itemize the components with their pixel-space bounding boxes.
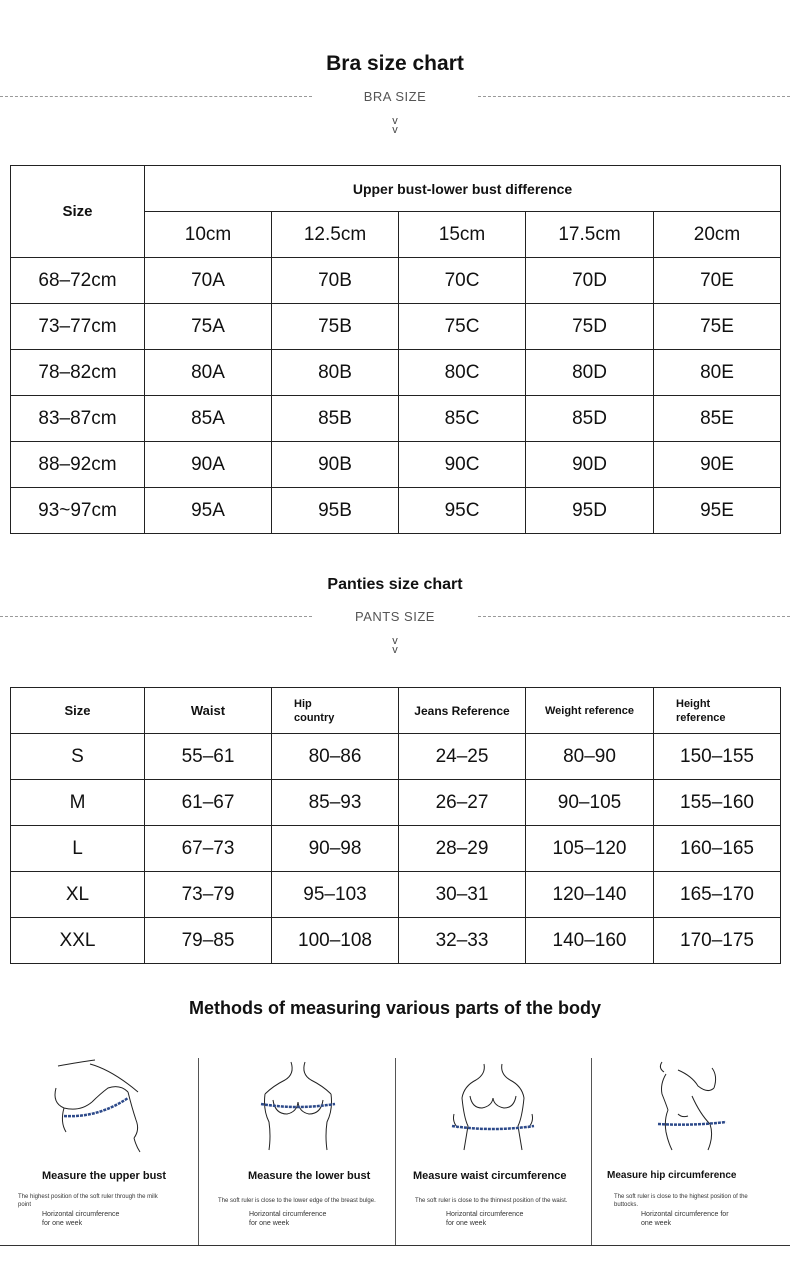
- measurement-methods: [0, 1058, 790, 1246]
- cup-size-cell: 80A: [145, 350, 272, 396]
- methods-title: Methods of measuring various parts of the body: [188, 998, 602, 1018]
- table-row: [11, 442, 781, 488]
- difference-column-header: 20cm: [654, 212, 781, 258]
- cup-size-cell: 70B: [272, 258, 399, 304]
- band-size-cell: 88–92cm: [11, 442, 145, 488]
- cup-size-cell: 90C: [399, 442, 526, 488]
- cup-size-cell: 95A: [145, 488, 272, 534]
- method-description-line2: buttocks.: [614, 1202, 639, 1208]
- hip-cell: 90–98: [272, 826, 399, 872]
- chevron-down-icon: v v: [392, 115, 398, 136]
- hip-cell: 80–86: [272, 734, 399, 780]
- size-cell: S: [11, 734, 145, 780]
- size-cell: L: [11, 826, 145, 872]
- method-note: [42, 1210, 162, 1228]
- size-header: Size: [11, 688, 145, 734]
- cup-size-cell: 95E: [654, 488, 781, 534]
- size-cell: M: [11, 780, 145, 826]
- table-row: [11, 872, 781, 918]
- method-label: Measure the upper bust: [42, 1170, 167, 1182]
- difference-header: Upper bust-lower bust difference: [145, 166, 781, 212]
- pants-size-subtitle: PANTS SIZE: [355, 609, 435, 624]
- band-size-cell: 73–77cm: [11, 304, 145, 350]
- method-description-line2: point: [18, 1202, 32, 1208]
- cup-size-cell: 80C: [399, 350, 526, 396]
- cup-size-cell: 90E: [654, 442, 781, 488]
- method-lower-bust: [199, 1058, 395, 1246]
- cup-size-cell: 75A: [145, 304, 272, 350]
- cup-size-cell: 80B: [272, 350, 399, 396]
- cup-size-cell: 90B: [272, 442, 399, 488]
- difference-column-header: 17.5cm: [526, 212, 654, 258]
- method-note-line2: for one week: [42, 1220, 83, 1227]
- table-row: [11, 396, 781, 442]
- method-description: The soft ruler is close to the thinnest position of the waist.: [415, 1198, 568, 1204]
- weight-cell: 80–90: [526, 734, 654, 780]
- method-note: [641, 1210, 761, 1228]
- weight-cell: 105–120: [526, 826, 654, 872]
- band-size-cell: 78–82cm: [11, 350, 145, 396]
- panties-size-chart-title: Panties size chart: [327, 576, 463, 593]
- cup-size-cell: 80D: [526, 350, 654, 396]
- table-row: [11, 826, 781, 872]
- cup-size-cell: 75C: [399, 304, 526, 350]
- cup-size-cell: 85E: [654, 396, 781, 442]
- table-row: [11, 304, 781, 350]
- band-size-cell: 83–87cm: [11, 396, 145, 442]
- difference-column-header: 12.5cm: [272, 212, 399, 258]
- method-description: The highest position of the soft ruler through the milk: [18, 1194, 158, 1200]
- waist-header: Waist: [145, 688, 272, 734]
- waist-figure-icon: [448, 1062, 538, 1152]
- method-upper-bust: [0, 1058, 198, 1246]
- panties-size-table: [10, 687, 781, 964]
- waist-cell: 73–79: [145, 872, 272, 918]
- method-note-line1: Horizontal circumference: [249, 1211, 327, 1218]
- hip-figure-icon: [652, 1058, 742, 1152]
- method-waist: [396, 1058, 591, 1246]
- table-row: [11, 918, 781, 964]
- bra-size-chart-title: Bra size chart: [326, 52, 464, 75]
- jeans-cell: 24–25: [399, 734, 526, 780]
- weight-reference-header: Weight reference: [526, 688, 654, 734]
- jeans-reference-header: Jeans Reference: [399, 688, 526, 734]
- weight-cell: 140–160: [526, 918, 654, 964]
- jeans-cell: 30–31: [399, 872, 526, 918]
- hip-header-line1: Hip: [294, 697, 312, 710]
- height-reference-header: [654, 688, 781, 734]
- method-label: Measure waist circumference: [413, 1170, 567, 1182]
- height-cell: 170–175: [654, 918, 781, 964]
- weight-cell: 90–105: [526, 780, 654, 826]
- lower-bust-figure-icon: [255, 1060, 341, 1152]
- jeans-cell: 26–27: [399, 780, 526, 826]
- band-size-cell: 68–72cm: [11, 258, 145, 304]
- cup-size-cell: 85B: [272, 396, 399, 442]
- cup-size-cell: 70E: [654, 258, 781, 304]
- bra-size-table: [10, 165, 781, 534]
- method-note: [249, 1210, 369, 1228]
- table-row: [11, 780, 781, 826]
- jeans-cell: 32–33: [399, 918, 526, 964]
- band-size-cell: 93~97cm: [11, 488, 145, 534]
- cup-size-cell: 80E: [654, 350, 781, 396]
- method-description: The soft ruler is close to the highest position of the: [614, 1194, 748, 1200]
- cup-size-cell: 85C: [399, 396, 526, 442]
- waist-cell: 61–67: [145, 780, 272, 826]
- weight-cell: 120–140: [526, 872, 654, 918]
- method-note-line1: Horizontal circumference: [42, 1211, 120, 1218]
- hip-header: [272, 688, 399, 734]
- cup-size-cell: 70C: [399, 258, 526, 304]
- height-cell: 165–170: [654, 872, 781, 918]
- height-cell: 160–165: [654, 826, 781, 872]
- cup-size-cell: 95B: [272, 488, 399, 534]
- hip-cell: 100–108: [272, 918, 399, 964]
- method-label: Measure the lower bust: [248, 1170, 371, 1182]
- size-cell: XL: [11, 872, 145, 918]
- height-header-line2: reference: [676, 711, 726, 724]
- height-header-line1: Height: [676, 697, 711, 710]
- table-row: [11, 488, 781, 534]
- method-description: The soft ruler is close to the lower edge of the breast bulge.: [218, 1198, 376, 1204]
- height-cell: 150–155: [654, 734, 781, 780]
- jeans-cell: 28–29: [399, 826, 526, 872]
- method-note: [446, 1210, 566, 1228]
- size-cell: XXL: [11, 918, 145, 964]
- hip-cell: 95–103: [272, 872, 399, 918]
- cup-size-cell: 95C: [399, 488, 526, 534]
- method-note-line2: one week: [641, 1220, 671, 1227]
- method-label: Measure hip circumference: [607, 1170, 737, 1181]
- waist-cell: 55–61: [145, 734, 272, 780]
- bottom-divider: [0, 1245, 790, 1246]
- hip-header-line2: country: [294, 711, 335, 724]
- size-header: Size: [11, 166, 145, 258]
- difference-column-header: 15cm: [399, 212, 526, 258]
- waist-cell: 79–85: [145, 918, 272, 964]
- cup-size-cell: 90D: [526, 442, 654, 488]
- method-note-line1: Horizontal circumference for: [641, 1211, 729, 1218]
- cup-size-cell: 90A: [145, 442, 272, 488]
- table-row: [11, 350, 781, 396]
- cup-size-cell: 75E: [654, 304, 781, 350]
- cup-size-cell: 70D: [526, 258, 654, 304]
- bra-size-subtitle: BRA SIZE: [363, 89, 427, 104]
- height-cell: 155–160: [654, 780, 781, 826]
- method-note-line2: for one week: [446, 1220, 487, 1227]
- table-row: [11, 734, 781, 780]
- method-note-line1: Horizontal circumference: [446, 1211, 524, 1218]
- hip-cell: 85–93: [272, 780, 399, 826]
- cup-size-cell: 85D: [526, 396, 654, 442]
- cup-size-cell: 75D: [526, 304, 654, 350]
- method-hip: [592, 1058, 790, 1246]
- method-note-line2: for one week: [249, 1220, 290, 1227]
- difference-column-header: 10cm: [145, 212, 272, 258]
- cup-size-cell: 70A: [145, 258, 272, 304]
- table-header-row: [11, 688, 781, 734]
- cup-size-cell: 95D: [526, 488, 654, 534]
- cup-size-cell: 85A: [145, 396, 272, 442]
- table-row: [11, 258, 781, 304]
- waist-cell: 67–73: [145, 826, 272, 872]
- upper-bust-figure-icon: [50, 1058, 150, 1153]
- chevron-down-icon: v v: [392, 635, 398, 656]
- cup-size-cell: 75B: [272, 304, 399, 350]
